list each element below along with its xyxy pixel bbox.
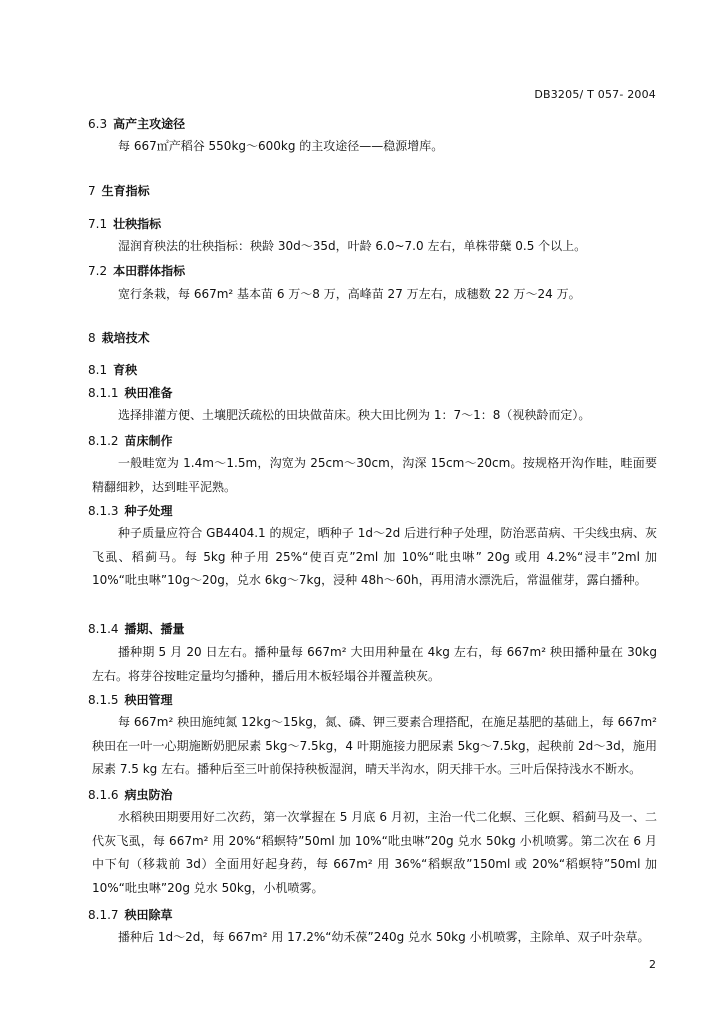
heading-title: 播期、播量 [124, 622, 185, 636]
heading-title: 本田群体指标 [113, 264, 186, 278]
heading-7 [88, 182, 150, 199]
heading-8-1-1 [88, 384, 173, 401]
heading-8-1-4 [88, 620, 185, 637]
heading-number: 8.1.5 [88, 693, 119, 707]
paragraph-7-2: 宽行条栽，每 667m² 基本苗 6 万～8 万，高峰苗 27 万左右，成穗数 22 万～24 万。 [118, 287, 581, 301]
heading-number: 7.2 [88, 264, 108, 278]
heading-title: 秧田管理 [124, 693, 173, 707]
heading-title: 秧田准备 [124, 386, 173, 400]
heading-number: 8.1.4 [88, 622, 119, 636]
heading-8 [88, 329, 150, 346]
heading-8-1-5 [88, 691, 173, 708]
heading-8-1-7 [88, 906, 173, 923]
heading-number: 8.1.1 [88, 386, 119, 400]
heading-number: 8.1.2 [88, 434, 119, 448]
paragraph-7-1: 湿润育秧法的壮秧指标：秧龄 30d～35d，叶龄 6.0~7.0 左右，单株带蘖 0.5 个以上。 [118, 239, 587, 253]
heading-8-1-6 [88, 786, 173, 803]
heading-number: 7 [88, 184, 96, 198]
heading-7-1 [88, 215, 161, 232]
heading-title: 壮秧指标 [113, 217, 162, 231]
paragraph-8-1-6: 水稻秧田期要用好二次药，第一次掌握在 5 月底 6 月初，主治一代二化螟、三化螟、稻蓟马及一、二代灰飞虱，每 667m² 用 20%“稻螟特”50ml 加 10%“吡虫啉”20g 兑水 50kg 小机喷雾。第二次在 6 月中下旬（移栽前 3d）全面用好起身药，每 667m² 用 36%“稻螟敌”150ml 或 20%“稻螟特”50ml 加 10%“吡虫啉”20g 兑水 50kg，小机喷雾。 [92, 810, 657, 895]
heading-8-1 [88, 361, 137, 378]
heading-title: 苗床制作 [124, 434, 173, 448]
heading-number: 7.1 [88, 217, 108, 231]
heading-title: 高产主攻途径 [113, 117, 186, 131]
heading-title: 病虫防治 [124, 788, 173, 802]
heading-number: 8 [88, 331, 96, 345]
heading-title: 种子处理 [124, 504, 173, 518]
heading-number: 8.1.7 [88, 908, 119, 922]
heading-8-1-2 [88, 432, 173, 449]
paragraph-6-3: 每 667㎡产稻谷 550kg～600kg 的主攻途径——稳源增库。 [118, 139, 444, 153]
heading-title: 育秧 [113, 363, 138, 377]
paragraph-8-1-3: 种子质量应符合 GB4404.1 的规定，晒种子 1d～2d 后进行种子处理，防治恶苗病、干尖线虫病、灰飞虱、稻蓟马。每 5kg 种子用 25%“使百克”2ml 加 10%“吡虫啉” 20g 或用 4.2%“浸丰”2ml 加 10%“吡虫啉”10g～20g，兑水 6kg～7kg，浸种 48h～60h，再用清水漂洗后，常温催芽，露白播种。 [92, 526, 657, 587]
heading-number: 8.1 [88, 363, 108, 377]
heading-6-3 [88, 115, 185, 132]
paragraph-8-1-2: 一般畦宽为 1.4m～1.5m，沟宽为 25cm～30cm，沟深 15cm～20cm。按规格开沟作畦，畦面要精翻细耖，达到畦平泥熟。 [92, 456, 657, 494]
paragraph-8-1-5: 每 667m² 秧田施纯氮 12kg～15kg，氮、磷、钾三要素合理搭配，在施足基肥的基础上，每 667m² 秧田在一叶一心期施断奶肥尿素 5kg～7.5kg，4 叶期施接力肥尿素 5kg～7.5kg，起秧前 2d～3d，施用尿素 7.5 kg 左右。播种后至三叶前保持秧板湿润，晴天半沟水，阴天排干水。三叶后保持浅水不断水。 [92, 715, 657, 776]
heading-number: 6.3 [88, 117, 108, 131]
paragraph-8-1-7: 播种后 1d～2d，每 667m² 用 17.2%“幼禾葆”240g 兑水 50kg 小机喷雾，主除单、双子叶杂草。 [118, 930, 650, 944]
heading-8-1-3 [88, 502, 173, 519]
paragraph-8-1-1: 选择排灌方便、土壤肥沃疏松的田块做苗床。秧大田比例为 1：7～1：8（视秧龄而定）。 [118, 408, 591, 422]
paragraph-8-1-4: 播种期 5 月 20 日左右。播种量每 667m² 大田用种量在 4kg 左右，每 667m² 秧田播种量在 30kg 左右。将芽谷按畦定量均匀播种，播后用木板轻塌谷并覆盖秧灰。 [92, 645, 657, 683]
heading-number: 8.1.6 [88, 788, 119, 802]
heading-number: 8.1.3 [88, 504, 119, 518]
standard-code: DB3205/ T 057- 2004 [534, 88, 656, 101]
heading-title: 秧田除草 [124, 908, 173, 922]
heading-title: 生育指标 [101, 184, 150, 198]
page-number: 2 [649, 958, 656, 971]
heading-title: 栽培技术 [101, 331, 150, 345]
heading-7-2 [88, 262, 185, 279]
